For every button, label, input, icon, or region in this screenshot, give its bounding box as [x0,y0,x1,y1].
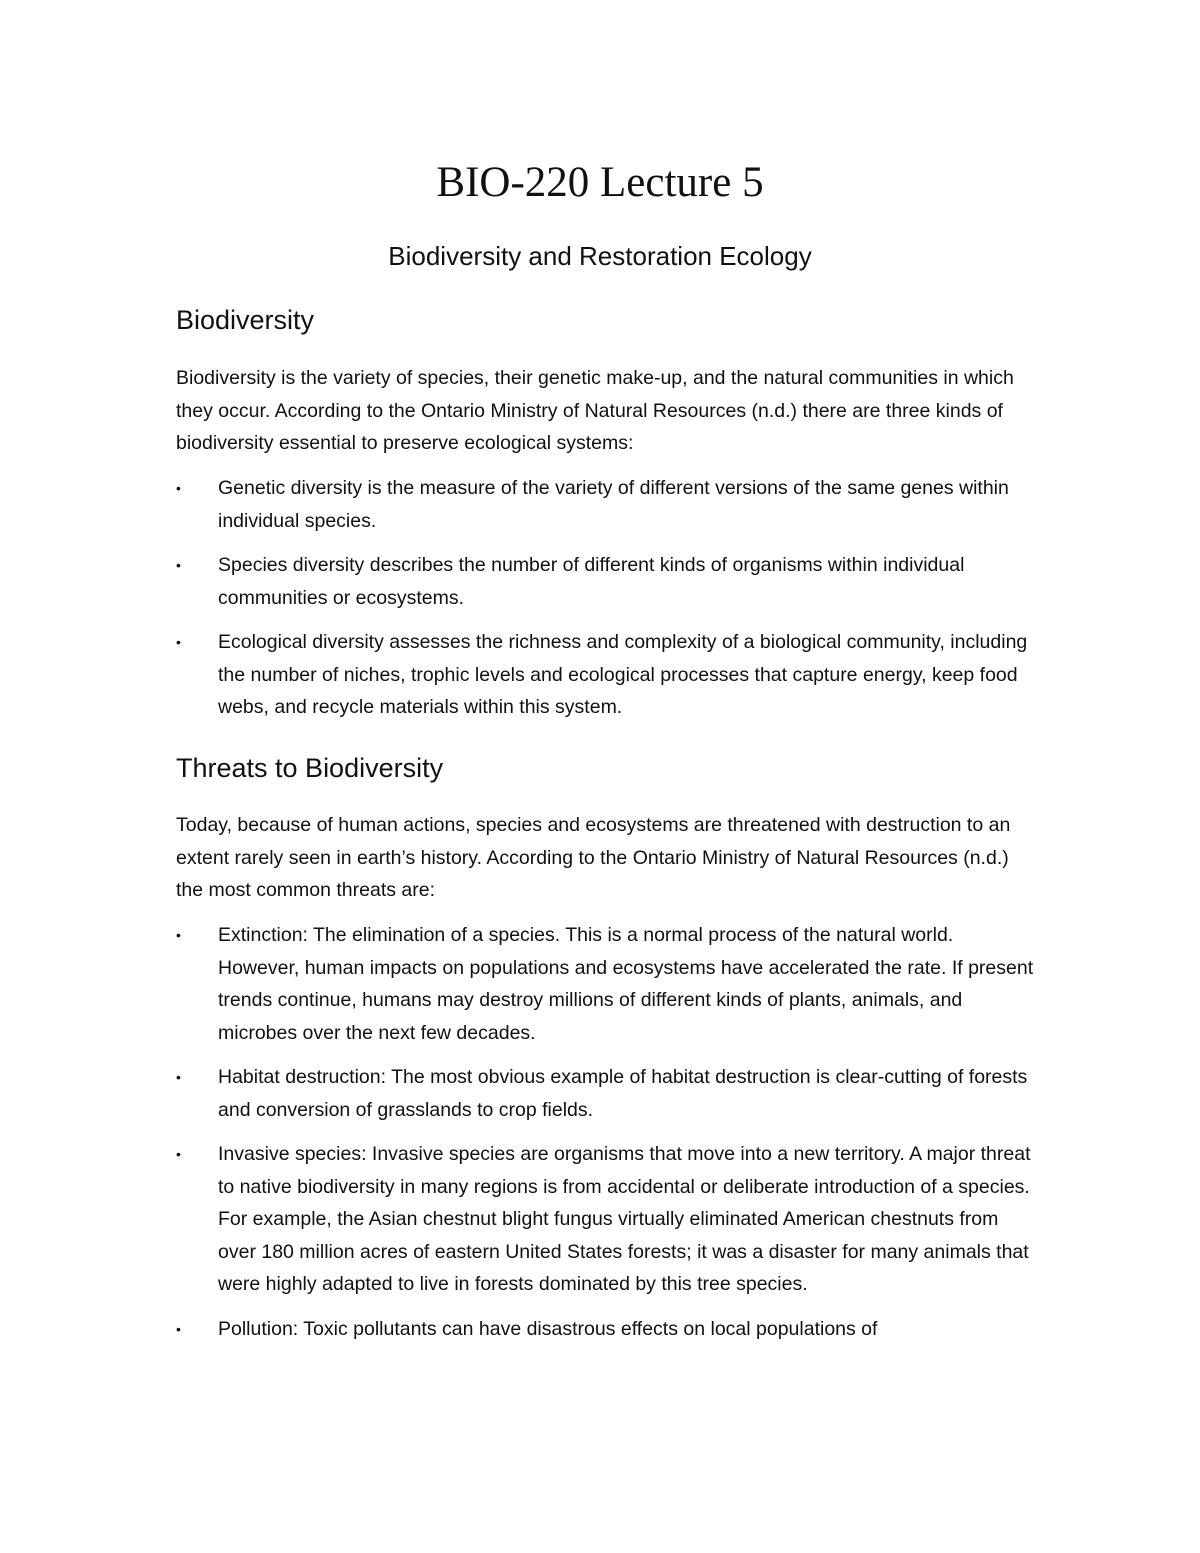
list-item [176,919,1036,1049]
list-item-text: Pollution: Toxic pollutants can have disastrous effects on local populations of [218,1317,878,1340]
section-heading-biodiversity: Biodiversity [176,305,315,335]
list-item-text: Invasive species: Invasive species are organisms that move into a new territory. A major threat to native biodiversity in many regions is from accidental or deliberate introduction of a species. For example, the Asian chestnut blight fungus virtually eliminated American chestnuts from over 180 million acres of eastern United States forests; it was a disaster for many animals that were highly adapted to live in forests dominated by this tree species. [218,1143,1031,1295]
list-item [176,549,1036,614]
threats-bullet-list [176,919,1036,1357]
list-item-text: Genetic diversity is the measure of the variety of different versions of the same genes within individual species. [218,477,1009,532]
list-item [176,1313,1036,1346]
bullet-icon: • [176,634,181,650]
list-item-text: Species diversity describes the number of different kinds of organisms within individual communities or ecosystems. [218,554,965,609]
list-item [176,626,1036,724]
list-item [176,1138,1036,1301]
bullet-icon: • [176,1320,181,1337]
document-title: BIO-220 Lecture 5 [436,159,764,206]
section-paragraph-threats: Today, because of human actions, species and ecosystems are threatened with destruction to an extent rarely seen in earth’s history. According to the Ontario Ministry of Natural Resources (n.d.) the most common threats are: [176,814,1011,901]
list-item [176,472,1036,537]
bullet-icon: • [176,1069,181,1085]
section-paragraph-biodiversity: Biodiversity is the variety of species, their genetic make-up, and the natural communities in which they occur. According to the Ontario Ministry of Natural Resources (n.d.) there are three kinds of biodiversity essential to preserve ecological systems: [176,367,1014,454]
list-item-text: Habitat destruction: The most obvious example of habitat destruction is clear-cutting of forests and conversion of grasslands to crop fields. [218,1066,1028,1121]
bullet-icon: • [176,480,181,496]
bullet-icon: • [176,927,181,943]
list-item-text: Extinction: The elimination of a species. This is a normal process of the natural world. However, human impacts on populations and ecosystems have accelerated the rate. If present trends continue, humans may destroy millions of different kinds of plants, animals, and microbes over the next few decades. [218,924,1034,1044]
bullet-icon: • [176,557,181,573]
bullet-icon: • [176,1146,181,1162]
section-heading-threats: Threats to Biodiversity [176,753,444,783]
list-item-text: Ecological diversity assesses the richness and complexity of a biological community, including the number of niches, trophic levels and ecological processes that capture energy, keep food webs, and recycle materials within this system. [218,631,1028,718]
document-subtitle: Biodiversity and Restoration Ecology [388,241,812,271]
biodiversity-bullet-list [176,472,1036,736]
list-item [176,1061,1036,1126]
